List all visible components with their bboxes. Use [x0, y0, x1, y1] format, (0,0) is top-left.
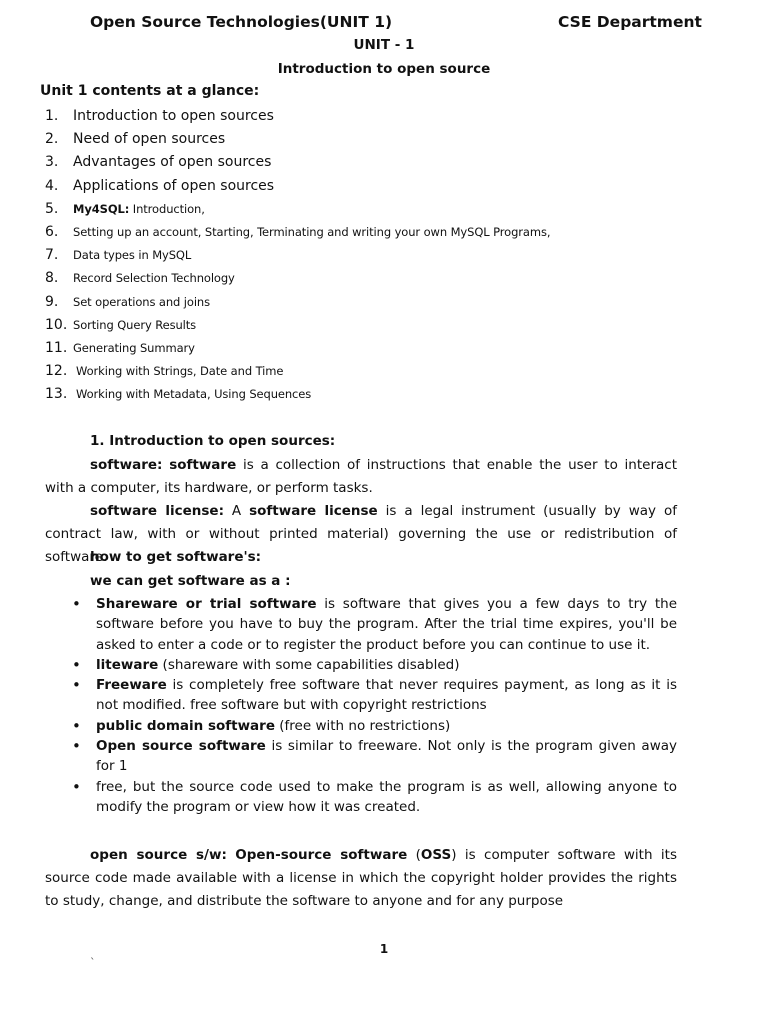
list-item: • free, but the source code used to make the program is as well, allowing anyone to modify the program or view how it was created. [70, 777, 677, 818]
list-item: • Open source software is similar to freeware. Not only is the program given away for 1 [70, 736, 677, 777]
software-definition: software: software is a collection of instructions that enable the user to interact with a computer, its hardware, or perform tasks. [45, 457, 678, 496]
list-item: • Shareware or trial software is software that gives you a few days to try the software before you have to buy the program. After the trial time expires, you'll be asked to enter a code or to register the product before you can continue to use it. [70, 594, 677, 655]
unit-title: UNIT - 1 [353, 37, 415, 53]
oss-definition: open source s/w: Open-source software (OSS) is computer software with its source code made available with a license in which the copyright holder provides the rights to study, change, and distribute the software to anyone and for any purpose [45, 847, 677, 909]
list-item: • liteware (shareware with some capabilities disabled) [70, 655, 677, 675]
howto-heading: how to get software's: [90, 549, 262, 565]
unit-subtitle: Introduction to open source [277, 61, 491, 77]
list-item: • Freeware is completely free software that never requires payment, as long as it is not modified. free software but with copyright restrictions [70, 675, 677, 716]
contents-heading: Unit 1 contents at a glance: [40, 83, 260, 99]
weget-heading: we can get software as a : [90, 573, 291, 589]
stray-mark: ` [90, 956, 96, 969]
course-title: Open Source Technologies(UNIT 1) [90, 13, 393, 31]
software-types-list [70, 594, 677, 817]
license-definition: software license: A software license is a legal instrument (usually by way of contract law, with or without printed material) governing the use or redistribution of software. [45, 503, 677, 565]
list-item: • public domain software (free with no restrictions) [70, 716, 677, 736]
document-page: Open Source Technologies(UNIT 1) CSE Department UNIT - 1 Introduction to open source Unit 1 contents at a glance: 1. Introduction to open sources 2. Need of open sources 3. Advantages of open sources 4. Applications of open sources 5. My4SQL: Introduction, 6. Setting up an account, Starting, Terminating and writing your own MySQL Programs, 7. Data types in MySQL 8. Record Selection Technology 9. Set operations and joins 10. Sorting Query Results 11. Generating Summary 12. Working with Strings, Date and Time 13. Working with Metadata, Using Sequences 1. Introduction to open sources: software: software is a collection of instructions that enable the user to interact with a computer, its hardware, or perform tasks. software license: A software license is a legal instrument (usually by way of contract law, with or without printed material) governing the use or redistribution of software. how to get software's: we can get software as a : • Shareware or trial software is software that gives you a few days to try the software before you have to buy the program. After the trial time expires, you'll be asked to enter a code or to register the product before you can continue to use it. • liteware (shareware with some capabilities disabled) • Freeware is completely free software that never requires payment, as long as it is not modified. free software but with copyright restrictions • public domain software (free with no restrictions) • Open source software is similar to freeware. Not only is the program given away for 1 • free, but the source code used to make the program is as well, allowing anyone to modify the program or view how it was created. open source s/w: Open-source software (OSS) is computer software with its source code made available with a license in which the copyright holder provides the rights to study, change, and distribute the software to anyone and for any purpose 1 ` [0, 0, 768, 1024]
section-heading: 1. Introduction to open sources: [90, 433, 336, 449]
department-label: CSE Department [558, 13, 702, 31]
page-number: 1 [379, 942, 389, 956]
